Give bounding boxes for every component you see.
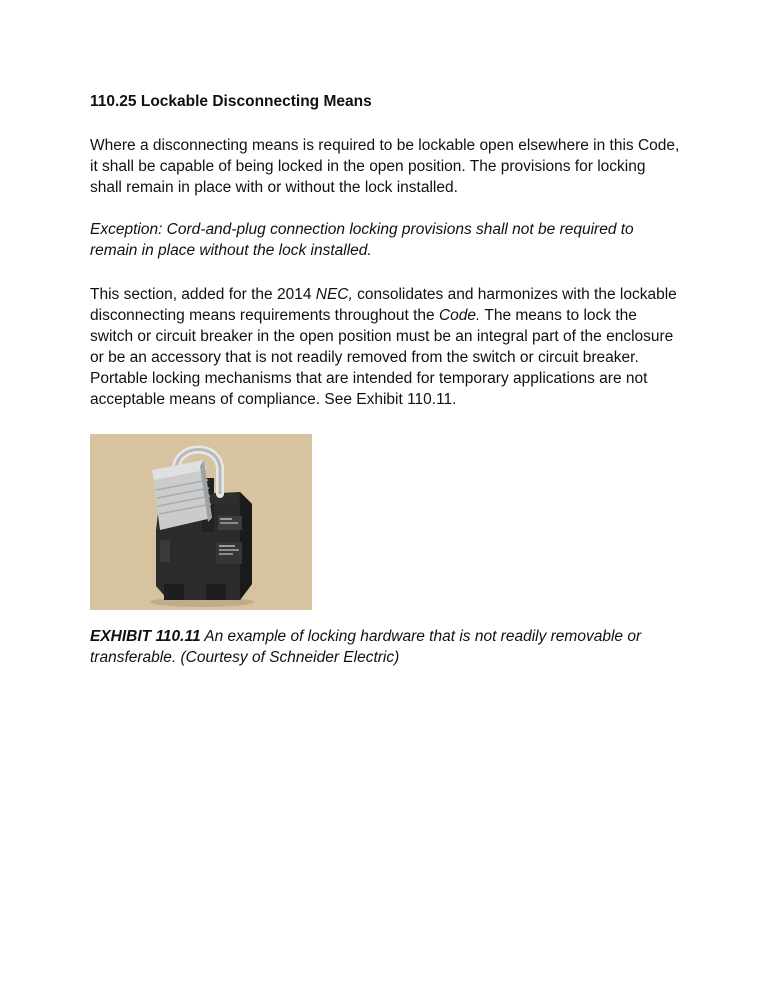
exhibit-photo: [90, 434, 312, 610]
exhibit-caption: [90, 626, 680, 668]
exhibit-caption-text: An example of locking hardware that is not readily removable or transferable. (Courtesy of Schneider Electric): [90, 628, 642, 666]
nec-reference: NEC,: [315, 286, 353, 303]
exhibit-label: EXHIBIT 110.11: [90, 628, 201, 645]
commentary-text-3: The means to lock the switch or circuit breaker in the open position must be an integral part of the enclosure or be an accessory that is not readily removed from the switch or circuit breaker. Portable locking mechanisms that are intended for temporary applications are not acceptable means of compliance. See Exhibit 110.11.: [90, 307, 674, 408]
requirement-paragraph: Where a disconnecting means is required to be lockable open elsewhere in this Code, it shall be capable of being locked in the open position. The provisions for locking shall remain in place with or without the lock installed.: [90, 137, 680, 196]
code-reference: Code.: [438, 307, 481, 324]
exception-paragraph: Exception: Cord-and-plug connection locking provisions shall not be required to remain in place without the lock installed.: [90, 221, 634, 259]
commentary-text-1: This section, added for the 2014: [90, 286, 316, 303]
commentary-text-2: consolidates and harmonizes with the lockable disconnecting means requirements throughout the: [90, 286, 677, 324]
commentary-paragraph: [90, 284, 680, 410]
section-heading: 110.25 Lockable Disconnecting Means: [90, 93, 372, 110]
